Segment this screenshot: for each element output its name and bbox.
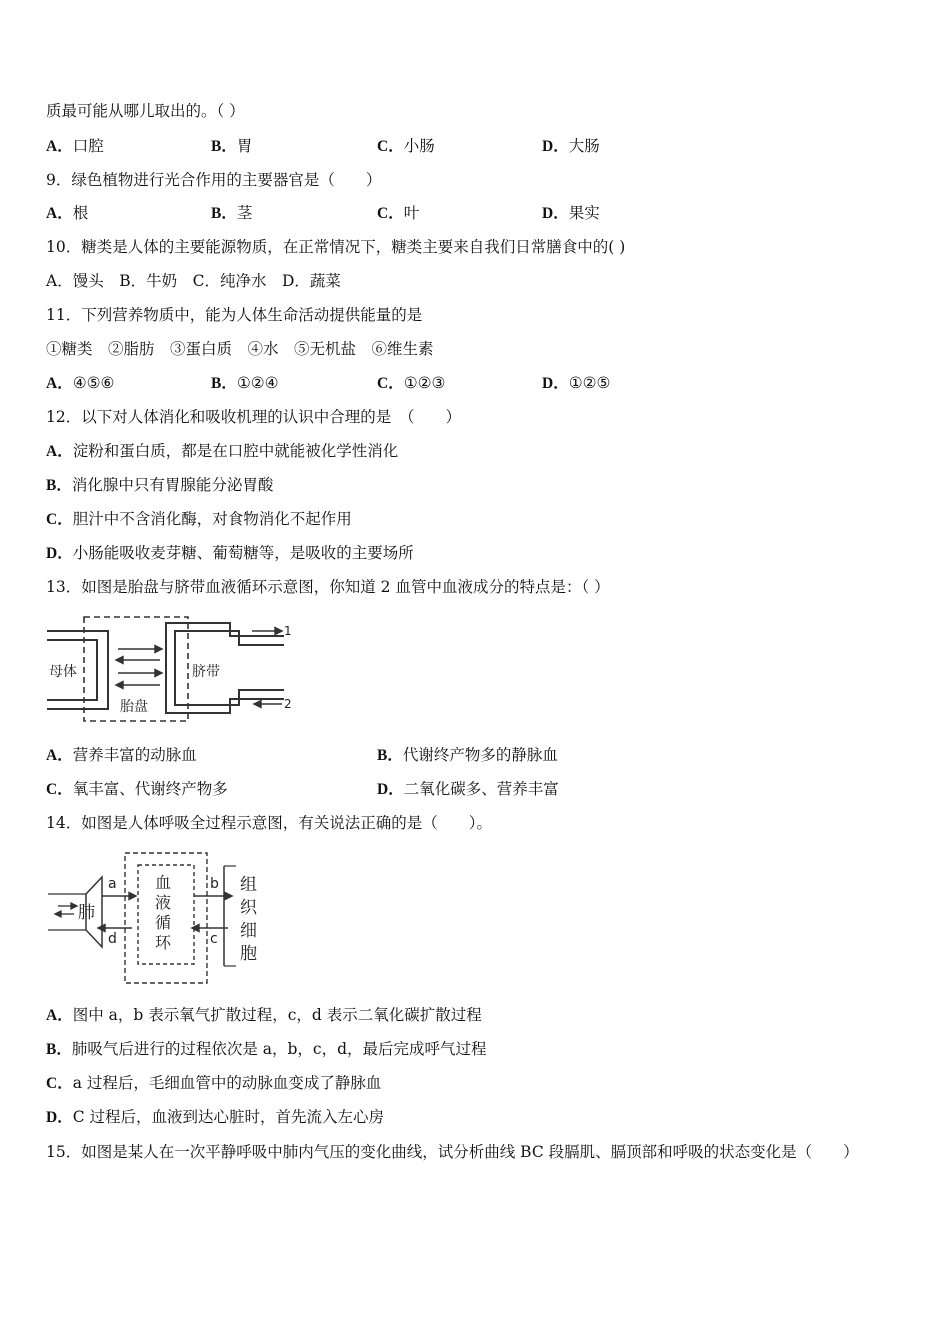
option-letter: C．	[377, 375, 404, 392]
option-letter: A．	[46, 1007, 73, 1024]
option-letter: C．	[46, 511, 73, 528]
option-letter: C．	[377, 138, 404, 155]
q10-options: A．馒头 B．牛奶 C．纯净水 D．蔬菜	[46, 272, 341, 290]
q12-stem: 12．以下对人体消化和吸收机理的认识中合理的是 （ ）	[46, 408, 461, 426]
option-text: 口腔	[72, 137, 104, 155]
q8-option-b	[211, 136, 252, 157]
q9-option-a	[46, 203, 88, 224]
label-c: c	[210, 931, 218, 947]
vessel-1-label: 1	[284, 624, 292, 638]
option-letter: D．	[377, 781, 404, 798]
q9-option-d	[542, 203, 600, 224]
option-letter: B．	[211, 375, 237, 392]
placenta-label: 胎盘	[120, 699, 148, 715]
q10-stem: 10．糖类是人体的主要能源物质，在正常情况下，糖类主要来自我们日常膳食中的( )	[46, 238, 626, 256]
option-text: ①②③	[403, 374, 446, 392]
option-letter: B．	[46, 477, 72, 494]
option-text: ①②④	[236, 374, 279, 392]
q11-option-d	[542, 373, 610, 394]
blood-char-3: 循	[155, 913, 172, 932]
option-letter: C．	[46, 1075, 73, 1092]
mother-label: 母体	[49, 664, 77, 680]
q11-option-a	[46, 373, 114, 394]
option-text: 小肠	[403, 137, 435, 155]
cell-char-4: 胞	[240, 944, 257, 964]
cell-char-2: 织	[240, 898, 257, 918]
q8-stem-end: 质最可能从哪儿取出的。（ ）	[46, 102, 245, 120]
cell-char-3: 细	[240, 921, 257, 941]
option-text: 氧丰富、代谢终产物多	[72, 780, 228, 798]
cord-label: 脐带	[192, 664, 220, 680]
q11-items: ①糖类 ②脂肪 ③蛋白质 ④水 ⑤无机盐 ⑥维生素	[46, 340, 434, 358]
option-letter: A．	[46, 138, 73, 155]
vessel-2-label: 2	[284, 697, 292, 711]
option-letter: D．	[46, 1109, 73, 1126]
option-text: 营养丰富的动脉血	[72, 746, 197, 764]
option-letter: D．	[542, 138, 569, 155]
q13-stem: 13．如图是胎盘与脐带血液循环示意图，你知道 2 血管中血液成分的特点是：（ ）	[46, 578, 610, 596]
label-a: a	[108, 876, 117, 892]
q13-option-a	[46, 745, 197, 766]
option-letter: A．	[46, 375, 73, 392]
option-text: 根	[72, 204, 89, 222]
option-text: 果实	[568, 204, 600, 222]
option-text: 胆汁中不含消化酶，对食物消化不起作用	[72, 510, 352, 528]
option-text: 胃	[236, 137, 253, 155]
respiration-process-diagram	[46, 850, 272, 986]
q9-option-b	[211, 203, 252, 224]
q9-option-c	[377, 203, 419, 224]
option-letter: B．	[211, 205, 237, 222]
label-b: b	[210, 876, 219, 892]
option-text: 茎	[236, 204, 253, 222]
option-text: ①②⑤	[568, 374, 611, 392]
option-letter: C．	[377, 205, 404, 222]
q8-option-a	[46, 136, 104, 157]
option-letter: B．	[377, 747, 403, 764]
option-letter: C．	[46, 781, 73, 798]
q14-option-a	[46, 1005, 482, 1026]
q11-option-c	[377, 373, 445, 394]
q12-option-b	[46, 475, 273, 496]
q8-option-d	[542, 136, 600, 157]
q14-option-c	[46, 1073, 381, 1094]
option-text: ④⑤⑥	[72, 374, 115, 392]
q14-option-b	[46, 1039, 487, 1060]
blood-char-4: 环	[155, 933, 172, 952]
option-text: C 过程后，血液到达心脏时，首先流入左心房	[72, 1108, 384, 1126]
q13-option-d	[377, 779, 559, 800]
q14-stem: 14．如图是人体呼吸全过程示意图，有关说法正确的是（ ）。	[46, 814, 492, 832]
option-letter: D．	[542, 205, 569, 222]
label-d: d	[108, 931, 117, 947]
placenta-umbilical-diagram	[44, 613, 300, 727]
option-text: a 过程后，毛细血管中的动脉血变成了静脉血	[72, 1074, 382, 1092]
option-letter: A．	[46, 443, 73, 460]
lung-label: 肺	[78, 903, 95, 923]
q13-option-b	[377, 745, 558, 766]
option-text: 图中 a，b 表示氧气扩散过程，c，d 表示二氧化碳扩散过程	[72, 1006, 482, 1024]
air-exchange-arrows-icon	[55, 903, 77, 917]
option-letter: A．	[46, 747, 73, 764]
option-letter: A．	[46, 205, 73, 222]
option-text: 消化腺中只有胃腺能分泌胃酸	[71, 476, 274, 494]
option-text: 淀粉和蛋白质，都是在口腔中就能被化学性消化	[72, 442, 399, 460]
q12-option-a	[46, 441, 398, 462]
option-text: 大肠	[568, 137, 600, 155]
q9-stem: 9．绿色植物进行光合作用的主要器官是（ ）	[46, 171, 382, 189]
option-letter: D．	[46, 545, 73, 562]
q11-option-b	[211, 373, 279, 394]
q13-option-c	[46, 779, 228, 800]
q11-stem: 11．下列营养物质中，能为人体生命活动提供能量的是	[46, 306, 423, 324]
cell-char-1: 组	[240, 875, 257, 895]
option-text: 二氧化碳多、营养丰富	[403, 780, 559, 798]
option-text: 叶	[403, 204, 420, 222]
option-letter: B．	[211, 138, 237, 155]
q15-stem: 15．如图是某人在一次平静呼吸中肺内气压的变化曲线，试分析曲线 BC 段膈肌、膈顶部和呼吸的状态变化是（ ）	[46, 1143, 859, 1161]
option-text: 代谢终产物多的静脉血	[402, 746, 558, 764]
blood-char-1: 血	[155, 873, 172, 892]
q12-option-d	[46, 543, 414, 564]
q14-option-d	[46, 1107, 384, 1128]
option-letter: D．	[542, 375, 569, 392]
option-text: 肺吸气后进行的过程依次是 a，b，c，d，最后完成呼气过程	[71, 1040, 487, 1058]
blood-char-2: 液	[155, 893, 172, 912]
q8-option-c	[377, 136, 435, 157]
option-text: 小肠能吸收麦芽糖、葡萄糖等，是吸收的主要场所	[72, 544, 414, 562]
option-letter: B．	[46, 1041, 72, 1058]
q12-option-c	[46, 509, 352, 530]
